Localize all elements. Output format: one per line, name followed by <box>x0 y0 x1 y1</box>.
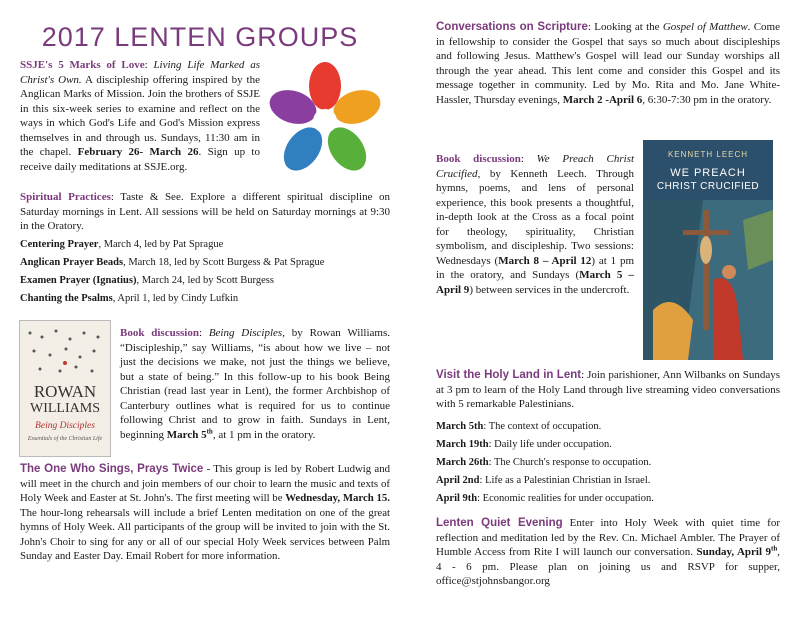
preach-christ-cover <box>643 140 773 360</box>
holyland-item <box>436 438 780 451</box>
quiet-heading: Lenten Quiet Evening <box>436 517 563 529</box>
ssje-body: A discipleship offering inspired by the Anglican Marks of Mission. Join the brothers of SSJE in this six-week series to examine and reflect on the ways in which God's Life and God's Mission express themselves in and through us. Sundays, 11:30 am in the chapel. <box>20 73 260 158</box>
book1-date-sup: th <box>206 426 213 435</box>
session-name: Centering Prayer <box>20 239 99 250</box>
quiet-tail: , 4 - 6 pm. Please plan on joining us and RSVP for supper, office@stjohnsbangor.org <box>436 546 780 587</box>
session-item <box>20 274 390 287</box>
session-detail: , March 18, led by Scott Burgess & Pat Sprague <box>123 257 325 268</box>
sings-body2: The hour-long rehearsals will include a brief Lenten meditation on one of the great hymns of Holy Week. All participants of the group will be invited to join with the St. John's Choir to sing for any or all of our special Holy Week services between Palm Sunday and Easter Day. Email Robert for more information. <box>20 506 390 562</box>
spiritual-body: : Taste & See. Explore a different spiritual discipline on Saturday mornings in Lent. All sessions will be held on Saturday mornings at 9:30 in the Oratory. <box>20 191 390 232</box>
cover1-subtitle: Essentials of the Christian Life <box>27 436 103 442</box>
crucifixion-painting <box>643 200 773 360</box>
holyland-topic: : Life as a Palestinian Christian in Israel. <box>479 475 651 486</box>
cover1-author-line2: WILLIAMS <box>30 401 100 416</box>
scripture-body1: : Looking at the <box>587 21 663 33</box>
session-item <box>20 292 390 305</box>
holyland-date: April 2nd <box>436 475 480 486</box>
book2-sep: : <box>520 153 537 165</box>
ssje-subtitle: Living Life Marked as Christ's Own. <box>20 59 260 86</box>
quiet-date: Sunday, April 9 <box>696 546 771 558</box>
session-detail: , March 24, led by Scott Burgess <box>136 275 274 286</box>
holyland-item <box>436 474 780 487</box>
holyland-heading: Visit the Holy Land in Lent <box>436 369 582 381</box>
figures-illustration <box>20 323 110 383</box>
holyland-topic: : Daily life under occupation. <box>488 439 612 450</box>
book1-title: Being Disciples <box>208 327 283 339</box>
holyland-date: March 5th <box>436 421 484 432</box>
book2-heading: Book discussion <box>436 153 521 165</box>
book1-heading: Book discussion <box>120 327 199 339</box>
holyland-date: April 9th <box>436 493 478 504</box>
holyland-sessions <box>436 420 780 510</box>
book2-paragraph <box>436 152 634 297</box>
holyland-date: March 26th <box>436 457 489 468</box>
book2-title: We Preach Christ Crucified <box>436 153 634 180</box>
quiet-date-sup: th <box>771 544 778 553</box>
book1-date: March 5 <box>166 428 207 441</box>
book2-dates1: March 8 – April 12 <box>498 254 592 267</box>
quiet-body1: Enter into Holy Week with quiet time for reflection and meditation led by the Rev. Cn. Michael Ambler. The Prayer of Humble Access from Rite I will launch our conversation. <box>436 517 780 558</box>
book2-body2: ) at 1 pm in the oratory, and Sundays ( <box>436 254 634 281</box>
cover2-title-line1: WE PREACH <box>670 167 746 179</box>
ssje-paragraph <box>20 58 260 174</box>
session-detail: , April 1, led by Cindy Lufkin <box>112 293 239 304</box>
holyland-body: : Join parishioner, Ann Wilbanks on Sundays at 3 pm to learn of the Holy Land through live streaming video conversations with 5 remarkable Palestinians. <box>436 369 780 410</box>
holyland-topic: : The Church's response to occupation. <box>488 457 652 468</box>
session-detail: , March 4, led by Pat Sprague <box>98 239 224 250</box>
sings-body1: - This group is led by Robert Ludwig and will meet in the church and join members of our choir to learn the music and texts of Holy Week and Easter at St. John's. The first meeting will be <box>20 463 390 504</box>
ssje-heading: SSJE's 5 Marks of Love <box>20 59 145 71</box>
ssje-tail: . Sign up to receive daily meditations at SSJE.org. <box>20 146 260 173</box>
page-title: 2017 LENTEN GROUPS <box>41 22 359 52</box>
spiritual-sessions <box>20 238 390 310</box>
session-name: Chanting the Psalms <box>20 293 113 304</box>
spiritual-heading: Spiritual Practices <box>20 191 111 203</box>
session-name: Examen Prayer (Ignatius) <box>20 275 137 286</box>
scripture-dates: March 2 -April 6 <box>562 93 643 106</box>
holyland-topic: : Economic realities for under occupation. <box>477 493 654 504</box>
session-item <box>20 238 390 251</box>
being-disciples-cover <box>19 320 111 457</box>
session-item <box>20 256 390 269</box>
holyland-item <box>436 456 780 469</box>
holyland-topic: : The context of occupation. <box>483 421 602 432</box>
book2-body3: ) between services in the undercroft. <box>469 283 630 296</box>
holyland-paragraph <box>436 368 780 412</box>
book1-paragraph <box>120 326 390 442</box>
quiet-paragraph <box>436 516 780 589</box>
cover1-author-line1: ROWAN <box>33 382 97 401</box>
scripture-gospel: Gospel of Matthew <box>662 21 748 33</box>
cover2-author: KENNETH LEECH <box>667 150 749 159</box>
scripture-paragraph <box>436 20 780 107</box>
session-name: Anglican Prayer Beads <box>20 257 124 268</box>
holyland-date: March 19th <box>436 439 489 450</box>
holyland-item <box>436 420 780 433</box>
hands-logo <box>262 58 388 184</box>
book1-sep: : <box>198 327 209 339</box>
cover1-title: Being Disciples <box>35 421 95 431</box>
sings-paragraph <box>20 462 390 564</box>
book1-body: , by Rowan Williams. “Discipleship,” say Williams, “is about how we live – not just the decisions we make, not just the things we believe, but a state of being.” In this follow-up to his book Being Christian (read last year in Lent), the former Archbishop of Canterbury outlines what is required for us to continue following Christ and to grow in faith. Sundays in Lent, beginning <box>120 327 390 441</box>
scripture-heading: Conversations on Scripture <box>436 21 588 33</box>
book2-body1: , by Kenneth Leech. Through hymns, poems, and lens of personal experience, this book presents a thoughtful, in-depth look at the Cross as a focal point for theology, spirituality, Christian symbolism, and discipleship. Two sessions: Wednesdays ( <box>436 167 634 267</box>
scripture-tail: , 6:30-7:30 pm in the oratory. <box>642 93 772 106</box>
ssje-sep: : <box>144 59 154 71</box>
spiritual-paragraph <box>20 190 390 234</box>
sings-heading: The One Who Sings, Prays Twice <box>20 463 204 475</box>
book2-dates2: March 5 – April 9 <box>436 269 634 296</box>
book1-tail: , at 1 pm in the oratory. <box>212 428 316 441</box>
holyland-item <box>436 492 780 505</box>
cover2-title-line2: CHRIST CRUCIFIED <box>656 181 760 192</box>
sings-date: Wednesday, March 15. <box>285 492 391 504</box>
scripture-body2: . Come in fellowship to consider the Gospel that says so much about discipleships and following Jesus. Matthew's Gospel will lead our Sunday worships all through the year ahead. This lent come and consider this Gospel and its message together in community. Led by Mo. Rita and Mo. Jane White-Hassler, Thursday evenings, <box>436 21 780 106</box>
ssje-dates: February 26- March 26 <box>77 146 199 158</box>
